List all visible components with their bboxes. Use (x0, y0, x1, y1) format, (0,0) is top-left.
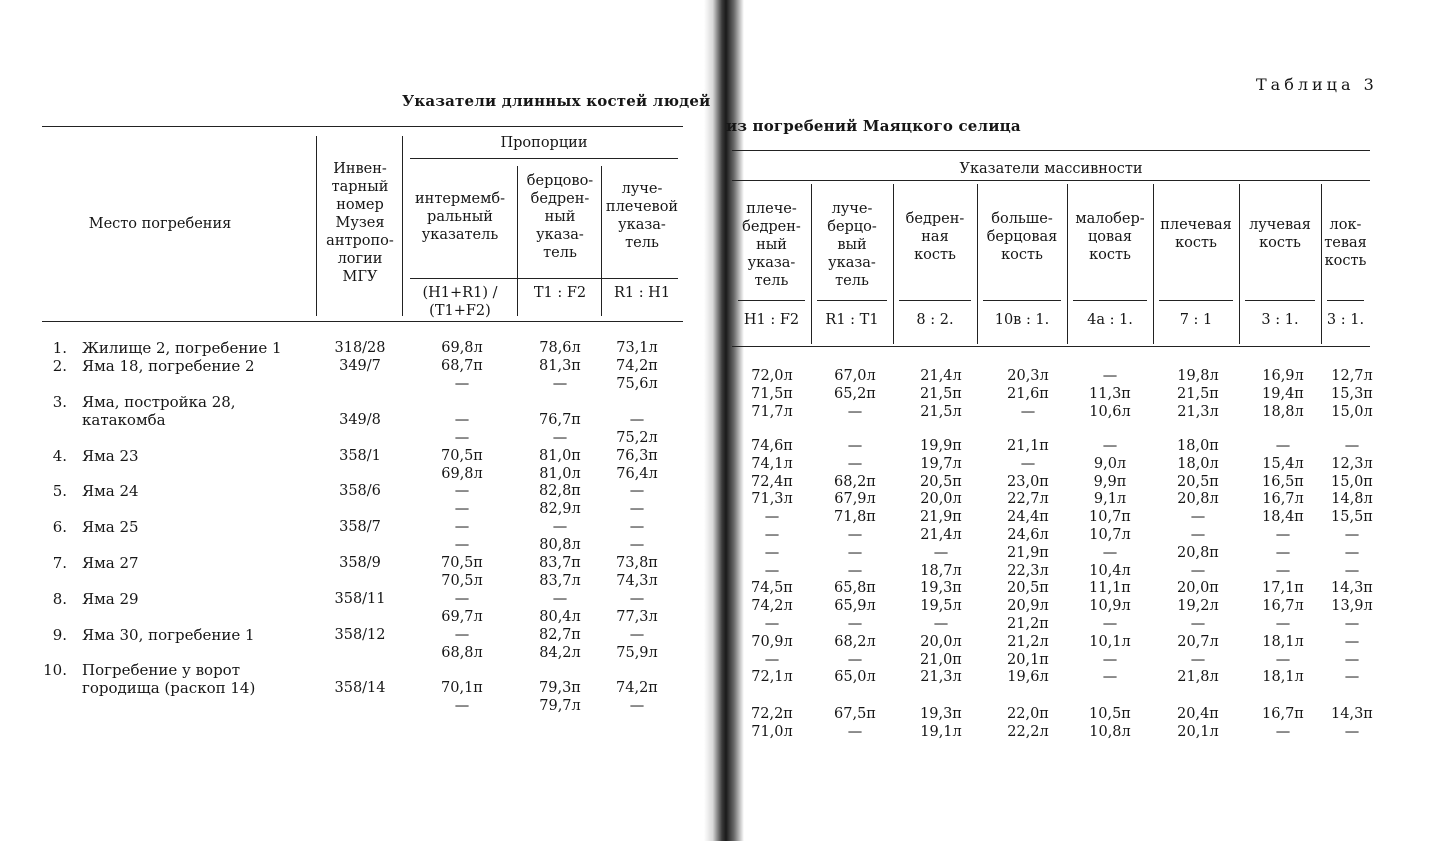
right-column-label: плечевая кость (1160, 217, 1232, 251)
inventory-number: 358/14 (334, 679, 386, 696)
right-value: 20,1л (1177, 723, 1219, 740)
right-column-formula: 4а : 1. (1087, 312, 1133, 328)
value-rh: — (629, 500, 645, 517)
inventory-number: 358/12 (334, 627, 386, 643)
right-value: — (847, 723, 863, 740)
right-value: 16,7л (1262, 491, 1304, 508)
right-value: 10,9л (1089, 598, 1131, 615)
value-rh: — (629, 627, 645, 643)
right-value: 20,4п (1177, 706, 1219, 722)
right-column-label: плече- бедрен- ный указа- тель (742, 201, 801, 289)
value-im: 69,8л (441, 340, 483, 356)
right-column-formula: 3 : 1. (1261, 312, 1299, 328)
right-value: 72,0л (751, 368, 793, 384)
right-value: 72,2п (751, 706, 793, 722)
value-rh: — (629, 483, 645, 499)
value-rh: 73,1л (616, 340, 658, 356)
right-value: 21,0п (920, 651, 962, 668)
right-value: 10,4л (1089, 562, 1131, 579)
right-column-formula: 3 : 1. (1326, 312, 1365, 328)
value-rh: 75,9л (616, 644, 658, 661)
right-value: 10,6л (1089, 403, 1131, 420)
value-rh: — (629, 591, 645, 607)
inventory-number: 358/1 (339, 448, 381, 464)
right-value: — (1344, 562, 1360, 579)
value-tf: 82,7п (539, 627, 581, 643)
right-value: 21,5п (920, 385, 962, 402)
right-column-label: лучевая кость (1249, 217, 1311, 251)
place-name: Яма 23 (82, 447, 139, 465)
value-im: — (454, 429, 470, 446)
header-tibiofemoral: берцово- бедрен- ный указа- тель (526, 173, 594, 261)
value-rh: — (629, 411, 645, 428)
right-value: 20,8п (1177, 544, 1219, 561)
right-value: — (1344, 633, 1360, 650)
right-column-label: лок- тевая кость (1324, 217, 1367, 269)
value-im: 68,8л (441, 644, 483, 661)
right-value: — (1190, 562, 1206, 579)
right-value: 15,0п (1331, 473, 1373, 490)
right-formula-rule (1159, 300, 1233, 301)
right-value: 10,8л (1089, 723, 1131, 740)
right-formula-rule (899, 300, 971, 301)
right-value: 20,5п (1177, 473, 1219, 490)
right-value: 71,0л (751, 723, 793, 740)
place-name: катакомба (82, 410, 166, 429)
header-place: Место погребения (88, 216, 232, 232)
right-value: 21,5л (920, 403, 962, 420)
right-value: — (1275, 527, 1291, 543)
value-im: 70,5п (441, 555, 483, 571)
right-value: — (1275, 562, 1291, 579)
value-rh: 74,2п (616, 679, 658, 696)
right-value: 14,3п (1331, 706, 1373, 722)
right-value: — (1275, 616, 1291, 632)
right-top-rule (732, 150, 1370, 151)
right-value: — (1190, 527, 1206, 543)
right-value: — (1275, 651, 1291, 668)
right-value: 21,9п (920, 509, 962, 526)
right-column-formula: 7 : 1 (1179, 312, 1213, 328)
right-value: 71,5п (751, 385, 793, 402)
formula-tibiofemoral: T1 : F2 (533, 285, 587, 301)
right-value: — (1190, 616, 1206, 632)
right-value: 16,7п (1262, 706, 1304, 722)
left-formula-rule (410, 278, 678, 279)
right-value: 21,8л (1177, 669, 1219, 686)
left-top-rule (42, 126, 683, 127)
inventory-number: 358/7 (339, 519, 381, 535)
right-value: 68,2п (834, 473, 876, 490)
right-value: 20,0л (920, 633, 962, 650)
right-formula-rule (1245, 300, 1315, 301)
right-value: 72,1л (751, 669, 793, 686)
right-value: — (764, 651, 780, 668)
right-value: 12,3л (1331, 455, 1373, 472)
right-value: — (764, 544, 780, 561)
right-value: 15,3п (1331, 385, 1373, 402)
right-column-formula: 8 : 2. (916, 312, 954, 328)
value-tf: 81,3п (539, 358, 581, 374)
inventory-number: 358/11 (334, 591, 386, 607)
right-value: — (1102, 544, 1118, 561)
value-rh: 76,4л (616, 465, 658, 482)
right-value: 22,0п (1007, 706, 1049, 722)
right-value: 71,7л (751, 403, 793, 420)
right-column-formula: H1 : F2 (743, 312, 800, 328)
right-value: 16,5п (1262, 473, 1304, 490)
right-header-bottom-rule (732, 346, 1370, 347)
right-value: — (1020, 455, 1036, 472)
right-value: 19,9п (920, 438, 962, 454)
right-value: 21,3л (920, 669, 962, 686)
value-tf: 83,7л (539, 572, 581, 589)
right-value: 22,7л (1007, 491, 1049, 508)
place-name: Яма 24 (82, 482, 139, 500)
place-name: Яма 30, погребение 1 (82, 626, 255, 644)
right-value: — (847, 651, 863, 668)
right-value: — (1102, 669, 1118, 686)
value-im: 70,1п (441, 679, 483, 696)
right-value: 21,9п (1007, 544, 1049, 561)
right-value: 10,5п (1089, 706, 1131, 722)
right-value: — (764, 562, 780, 579)
value-tf: — (552, 375, 568, 392)
value-tf: 84,2л (539, 644, 581, 661)
right-value: 18,7л (920, 562, 962, 579)
right-value: 19,3п (920, 706, 962, 722)
value-tf: 79,3п (539, 679, 581, 696)
right-value: 19,3п (920, 580, 962, 597)
value-im: — (454, 483, 470, 499)
right-value: 65,2п (834, 385, 876, 402)
right-value: 12,7л (1331, 368, 1373, 384)
right-page-title: из погребений Маяцкого селица (726, 117, 1021, 135)
right-value: — (847, 527, 863, 543)
header-proportions: Пропорции (500, 135, 588, 151)
right-value: 20,5п (1007, 580, 1049, 597)
right-value: 22,3л (1007, 562, 1049, 579)
row-number: 4. (52, 447, 67, 465)
value-rh: 75,2л (616, 429, 658, 446)
right-value: 20,9л (1007, 598, 1049, 615)
right-value: 23,0п (1007, 473, 1049, 490)
row-number: 7. (52, 554, 67, 572)
value-rh: 77,3л (616, 608, 658, 625)
right-value: — (764, 527, 780, 543)
right-value: — (1102, 651, 1118, 668)
inventory-number: 318/28 (334, 340, 386, 356)
right-value: — (1275, 438, 1291, 454)
right-value: 21,4л (920, 527, 962, 543)
table-label: Таблица 3 (1256, 75, 1378, 94)
right-value: 18,8л (1262, 403, 1304, 420)
value-tf: 82,8п (539, 483, 581, 499)
right-value: 13,9л (1331, 598, 1373, 615)
right-value: — (1344, 723, 1360, 740)
right-value: 14,8л (1331, 491, 1373, 508)
header-massiveness: Указатели массивности (959, 161, 1143, 177)
right-value: 19,7л (920, 455, 962, 472)
right-value: 18,0л (1177, 455, 1219, 472)
right-value: — (847, 562, 863, 579)
right-value: 19,2л (1177, 598, 1219, 615)
right-value: 70,9л (751, 633, 793, 650)
right-value: — (847, 438, 863, 454)
right-value: — (764, 616, 780, 632)
right-value: 22,2л (1007, 723, 1049, 740)
right-value: 20,0п (1177, 580, 1219, 597)
header-radiohumeral: луче- плечевой указа- тель (605, 181, 679, 251)
right-value: — (1344, 527, 1360, 543)
value-im: — (454, 697, 470, 714)
right-value: — (1344, 544, 1360, 561)
value-tf: 81,0л (539, 465, 581, 482)
right-value: 65,9л (834, 598, 876, 615)
value-im: 70,5п (441, 448, 483, 464)
inventory-number: 349/7 (339, 358, 381, 374)
right-formula-rule (738, 300, 805, 301)
value-rh: — (629, 697, 645, 714)
value-tf: 76,7п (539, 411, 581, 428)
right-value: — (847, 616, 863, 632)
right-value: 21,2л (1007, 633, 1049, 650)
value-tf: 78,6л (539, 340, 581, 356)
right-value: 18,4п (1262, 509, 1304, 526)
right-value: — (764, 509, 780, 526)
right-value: — (933, 616, 949, 632)
right-value: 18,1л (1262, 633, 1304, 650)
right-value: 65,8п (834, 580, 876, 597)
right-value: — (1344, 669, 1360, 686)
right-value: 68,2л (834, 633, 876, 650)
right-value: — (1344, 651, 1360, 668)
right-value: 67,5п (834, 706, 876, 722)
row-number: 3. (52, 393, 67, 411)
right-value: 18,1л (1262, 669, 1304, 686)
inventory-number: 358/6 (339, 483, 381, 499)
right-value: 74,1л (751, 455, 793, 472)
value-tf: 80,8л (539, 536, 581, 553)
place-name: Погребение у ворот (82, 661, 240, 679)
row-number: 2. (52, 357, 67, 375)
right-value: 21,4л (920, 368, 962, 384)
right-value: 9,0л (1093, 455, 1127, 472)
right-value: — (1020, 403, 1036, 420)
value-im: 70,5л (441, 572, 483, 589)
place-name: Яма, постройка 28, (82, 393, 236, 411)
left-page-title: Указатели длинных костей людей (402, 92, 711, 110)
right-value: — (1275, 723, 1291, 740)
right-value: 19,1л (920, 723, 962, 740)
right-formula-rule (1327, 300, 1364, 301)
right-value: — (1102, 368, 1118, 384)
right-value: 20,1п (1007, 651, 1049, 668)
right-value: 16,9л (1262, 368, 1304, 384)
value-rh: 75,6л (616, 375, 658, 392)
value-im: 69,7л (441, 608, 483, 625)
value-tf: 82,9л (539, 500, 581, 517)
right-value: 19,5л (920, 598, 962, 615)
right-value: — (1102, 438, 1118, 454)
right-value: 72,4п (751, 473, 793, 490)
right-value: 14,3п (1331, 580, 1373, 597)
right-value: 11,1п (1089, 580, 1131, 597)
formula-intermembral: (H1+R1) / (T1+F2) (422, 285, 498, 319)
right-value: 10,7п (1089, 509, 1131, 526)
row-number: 1. (52, 339, 67, 357)
right-value: — (1275, 544, 1291, 561)
right-value: 9,1л (1093, 491, 1127, 508)
header-intermembral: интермемб- ральный указатель (415, 191, 505, 243)
place-name: Яма 18, погребение 2 (82, 357, 255, 375)
right-value: — (1190, 509, 1206, 526)
right-value: 20,8л (1177, 491, 1219, 508)
right-value: — (1344, 616, 1360, 632)
value-tf: 81,0п (539, 448, 581, 464)
place-name: Яма 29 (82, 590, 139, 608)
right-value: 21,6п (1007, 385, 1049, 402)
row-number: 5. (52, 482, 67, 500)
row-number: 9. (52, 626, 67, 644)
value-tf: — (552, 519, 568, 535)
value-tf: 80,4л (539, 608, 581, 625)
header-inventory: Инвен- тарный номер Музея антропо- логии МГУ (326, 161, 394, 285)
right-value: 67,0л (834, 368, 876, 384)
row-number: 10. (43, 661, 67, 679)
value-tf: — (552, 591, 568, 607)
value-tf: — (552, 429, 568, 446)
formula-radiohumeral: R1 : H1 (613, 285, 671, 301)
right-value: 19,6л (1007, 669, 1049, 686)
right-value: — (847, 455, 863, 472)
right-value: 24,6л (1007, 527, 1049, 543)
value-im: — (454, 627, 470, 643)
place-name: Жилище 2, погребение 1 (82, 339, 282, 357)
inventory-number: 349/8 (339, 411, 381, 428)
right-formula-rule (983, 300, 1061, 301)
value-rh: 76,3п (616, 448, 658, 464)
value-im: — (454, 375, 470, 392)
right-value: 21,5п (1177, 385, 1219, 402)
value-im: — (454, 500, 470, 517)
value-rh: 74,2п (616, 358, 658, 374)
value-tf: 83,7п (539, 555, 581, 571)
right-column-label: малобер- цовая кость (1075, 211, 1145, 263)
value-im: 69,8л (441, 465, 483, 482)
left-proportions-rule (410, 158, 678, 159)
right-value: 21,1п (1007, 438, 1049, 454)
right-value: — (933, 544, 949, 561)
right-value: 74,6п (751, 438, 793, 454)
row-number: 8. (52, 590, 67, 608)
right-value: — (1344, 438, 1360, 454)
value-im: — (454, 519, 470, 535)
right-value: 10,7л (1089, 527, 1131, 543)
right-value: 19,8л (1177, 368, 1219, 384)
right-value: 16,7л (1262, 598, 1304, 615)
right-column-formula: R1 : T1 (825, 312, 879, 328)
right-value: 10,1л (1089, 633, 1131, 650)
value-im: — (454, 536, 470, 553)
right-value: 11,3п (1089, 385, 1131, 402)
right-value: 74,5п (751, 580, 793, 597)
row-number: 6. (52, 518, 67, 536)
right-value: 24,4п (1007, 509, 1049, 526)
place-name: Яма 25 (82, 518, 139, 536)
right-value: 71,8п (834, 509, 876, 526)
right-column-label: луче- берцо- вый указа- тель (827, 201, 877, 289)
place-name: городища (раскоп 14) (82, 678, 256, 697)
right-value: 15,0л (1331, 403, 1373, 420)
right-value: 21,2п (1007, 616, 1049, 632)
value-rh: — (629, 519, 645, 535)
right-value: 15,4л (1262, 455, 1304, 472)
right-value: — (847, 403, 863, 420)
right-formula-rule (817, 300, 887, 301)
right-value: 71,3л (751, 491, 793, 508)
right-value: 21,3л (1177, 403, 1219, 420)
value-rh: 74,3л (616, 572, 658, 589)
right-massiveness-rule (732, 180, 1370, 181)
right-value: 18,0п (1177, 438, 1219, 454)
right-formula-rule (1073, 300, 1147, 301)
right-value: 20,5п (920, 473, 962, 490)
value-im: 68,7п (441, 358, 483, 374)
right-value: 67,9л (834, 491, 876, 508)
right-value: — (1190, 651, 1206, 668)
right-column-label: бедрен- ная кость (905, 211, 965, 263)
value-rh: — (629, 536, 645, 553)
right-column-formula: 10в : 1. (994, 312, 1050, 328)
place-name: Яма 27 (82, 554, 139, 572)
left-header-bottom-rule (42, 321, 683, 322)
value-im: — (454, 591, 470, 607)
right-value: 65,0л (834, 669, 876, 686)
right-value: — (1102, 616, 1118, 632)
value-im: — (454, 411, 470, 428)
right-value: 20,0л (920, 491, 962, 508)
right-value: — (847, 544, 863, 561)
value-rh: 73,8п (616, 555, 658, 571)
inventory-number: 358/9 (339, 555, 381, 571)
right-value: 20,7л (1177, 633, 1219, 650)
right-value: 15,5п (1331, 509, 1373, 526)
right-value: 17,1п (1262, 580, 1304, 597)
right-value: 74,2л (751, 598, 793, 615)
right-value: 20,3л (1007, 368, 1049, 384)
right-value: 19,4п (1262, 385, 1304, 402)
right-value: 9,9п (1093, 473, 1127, 490)
value-tf: 79,7л (539, 697, 581, 714)
right-column-label: больше- берцовая кость (986, 211, 1058, 263)
